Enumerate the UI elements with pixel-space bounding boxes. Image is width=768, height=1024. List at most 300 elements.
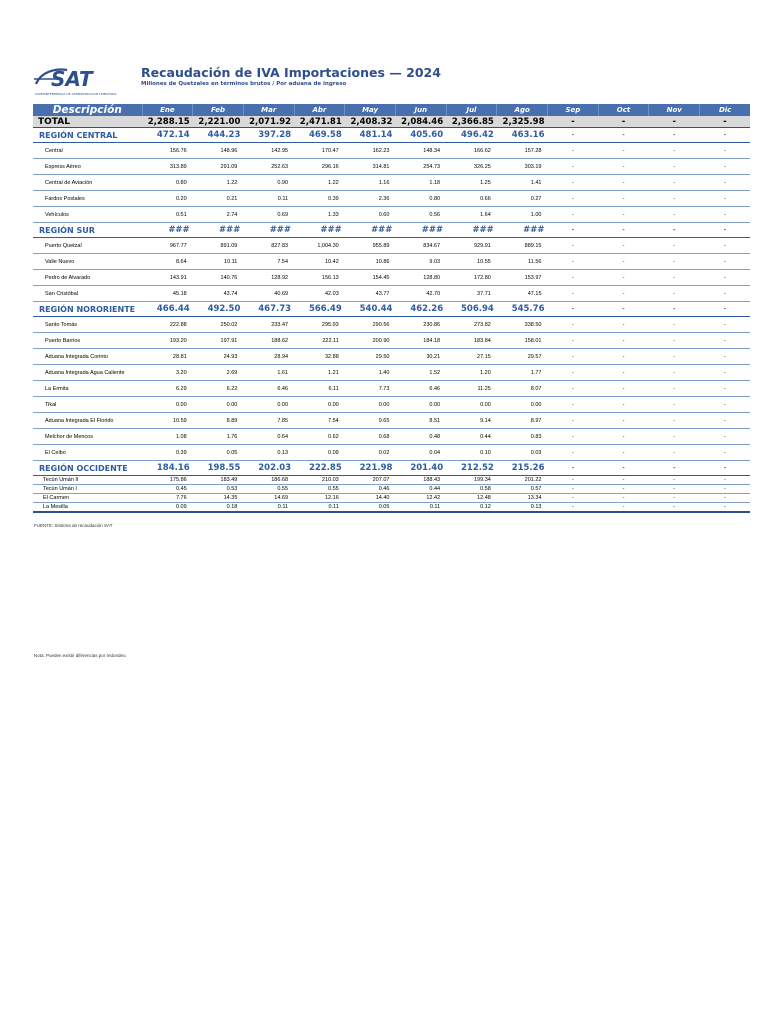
value-cell: 1.22 — [193, 175, 244, 191]
value-cell: - — [598, 191, 649, 207]
value-cell: 170.47 — [294, 143, 345, 159]
value-cell: 9.65 — [345, 413, 396, 429]
value-cell: - — [598, 286, 649, 302]
value-cell: - — [649, 128, 700, 143]
value-cell: 1.52 — [395, 365, 446, 381]
value-cell: 467.73 — [243, 302, 294, 317]
value-cell: - — [700, 461, 751, 476]
value-cell: - — [548, 207, 599, 223]
value-cell: 197.91 — [193, 333, 244, 349]
value-cell: - — [548, 333, 599, 349]
column-header: Dic — [700, 104, 751, 116]
value-cell: 12.16 — [294, 494, 345, 503]
value-cell: - — [598, 128, 649, 143]
value-cell: 0.53 — [193, 485, 244, 494]
value-cell: 183.84 — [446, 333, 497, 349]
table-row-label: El Carmen — [33, 494, 142, 503]
value-cell: 156.76 — [142, 143, 193, 159]
value-cell: 2.69 — [193, 365, 244, 381]
value-cell: 47.15 — [497, 286, 548, 302]
value-cell: - — [700, 191, 751, 207]
value-cell: - — [649, 143, 700, 159]
column-header: Feb — [193, 104, 244, 116]
table-row — [33, 238, 750, 254]
value-cell: - — [649, 270, 700, 286]
value-cell: 6.46 — [395, 381, 446, 397]
value-cell: 1.22 — [294, 175, 345, 191]
value-cell: 0.00 — [294, 397, 345, 413]
value-cell: 0.02 — [345, 445, 396, 461]
table-row — [33, 365, 750, 381]
value-cell: - — [649, 503, 700, 513]
value-cell: 469.58 — [294, 128, 345, 143]
column-header: Descripción — [33, 104, 142, 116]
value-cell: 566.49 — [294, 302, 345, 317]
value-cell: 545.76 — [497, 302, 548, 317]
value-cell: 148.96 — [193, 143, 244, 159]
table-row — [33, 286, 750, 302]
value-cell: - — [598, 238, 649, 254]
value-cell: 1.00 — [497, 207, 548, 223]
value-cell: - — [700, 485, 751, 494]
value-cell: 338.50 — [497, 317, 548, 333]
region-row-label: REGIÓN CENTRAL — [33, 128, 142, 143]
value-cell: 0.00 — [446, 397, 497, 413]
value-cell: 891.09 — [193, 238, 244, 254]
value-cell: 2,408.32 — [345, 116, 396, 128]
value-cell: 158.01 — [497, 333, 548, 349]
value-cell: - — [649, 302, 700, 317]
value-cell: 444.23 — [193, 128, 244, 143]
value-cell: - — [700, 397, 751, 413]
value-cell: 32.88 — [294, 349, 345, 365]
value-cell: 30.21 — [395, 349, 446, 365]
total-row — [33, 116, 750, 128]
value-cell: 1.41 — [497, 175, 548, 191]
value-cell: - — [598, 413, 649, 429]
table-header-row — [33, 104, 750, 116]
value-cell: 140.76 — [193, 270, 244, 286]
value-cell: 0.55 — [294, 485, 345, 494]
value-cell: 0.46 — [345, 485, 396, 494]
value-cell: - — [649, 254, 700, 270]
value-cell: 12.48 — [446, 494, 497, 503]
table-row-label: Central — [33, 143, 142, 159]
column-header: Abr — [294, 104, 345, 116]
value-cell: - — [700, 175, 751, 191]
value-cell: - — [700, 238, 751, 254]
report-title: Recaudación de IVA Importaciones — 2024 — [141, 65, 441, 80]
value-cell: - — [548, 485, 599, 494]
value-cell: - — [548, 445, 599, 461]
value-cell: 1.77 — [497, 365, 548, 381]
value-cell: - — [598, 397, 649, 413]
rounding-note: Nota: Pueden existir diferencias por redondeo. — [34, 653, 127, 658]
value-cell: - — [700, 349, 751, 365]
value-cell: 8.07 — [497, 381, 548, 397]
region-row — [33, 461, 750, 476]
value-cell: - — [598, 143, 649, 159]
value-cell: 0.13 — [497, 503, 548, 513]
value-cell: 175.86 — [142, 476, 193, 485]
value-cell: 199.34 — [446, 476, 497, 485]
region-row — [33, 223, 750, 238]
value-cell: 207.07 — [345, 476, 396, 485]
value-cell: 2,084.46 — [395, 116, 446, 128]
value-cell: - — [700, 223, 751, 238]
value-cell: 0.05 — [193, 445, 244, 461]
value-cell: 1.25 — [446, 175, 497, 191]
value-cell: 193.20 — [142, 333, 193, 349]
value-cell: 156.13 — [294, 270, 345, 286]
table-row-label: Aduana Integrada El Florido — [33, 413, 142, 429]
value-cell: - — [649, 429, 700, 445]
table-row — [33, 485, 750, 494]
value-cell: 28.81 — [142, 349, 193, 365]
value-cell: 142.95 — [243, 143, 294, 159]
value-cell: 10.86 — [345, 254, 396, 270]
value-cell: 0.18 — [193, 503, 244, 513]
value-cell: 6.29 — [142, 381, 193, 397]
value-cell: 2.74 — [193, 207, 244, 223]
value-cell: 157.28 — [497, 143, 548, 159]
value-cell: 43.77 — [345, 286, 396, 302]
column-header: Mar — [243, 104, 294, 116]
value-cell: 200.90 — [345, 333, 396, 349]
table-row-label: Puerto Quetzal — [33, 238, 142, 254]
table-row-label: Valle Nuevo — [33, 254, 142, 270]
column-header: Ene — [142, 104, 193, 116]
value-cell: 250.02 — [193, 317, 244, 333]
value-cell: - — [598, 476, 649, 485]
value-cell: - — [598, 485, 649, 494]
value-cell: 0.66 — [446, 191, 497, 207]
value-cell: 0.55 — [243, 485, 294, 494]
value-cell: 2,366.85 — [446, 116, 497, 128]
value-cell: 1.20 — [446, 365, 497, 381]
value-cell: 254.73 — [395, 159, 446, 175]
value-cell: 13.34 — [497, 494, 548, 503]
value-cell: 0.00 — [243, 397, 294, 413]
value-cell: 0.11 — [294, 503, 345, 513]
value-cell: - — [548, 397, 599, 413]
value-cell: - — [598, 461, 649, 476]
value-cell: 296.16 — [294, 159, 345, 175]
value-cell: - — [700, 207, 751, 223]
table-row-label: Aduana Integrada Corinto — [33, 349, 142, 365]
value-cell: 42.03 — [294, 286, 345, 302]
value-cell: - — [598, 503, 649, 513]
sat-logo — [33, 62, 133, 98]
table-row-label: Fardos Postales — [33, 191, 142, 207]
iva-table — [33, 104, 750, 513]
value-cell: 11.25 — [446, 381, 497, 397]
value-cell: 1.16 — [345, 175, 396, 191]
table-row-label: Santo Tomás — [33, 317, 142, 333]
value-cell: 0.83 — [497, 429, 548, 445]
value-cell: 128.80 — [395, 270, 446, 286]
value-cell: - — [598, 445, 649, 461]
value-cell: ### — [294, 223, 345, 238]
value-cell: 2,288.15 — [142, 116, 193, 128]
value-cell: ### — [193, 223, 244, 238]
value-cell: 8.97 — [497, 413, 548, 429]
value-cell: 2,325.98 — [497, 116, 548, 128]
table-row-label: Melchor de Mencos — [33, 429, 142, 445]
value-cell: - — [649, 317, 700, 333]
value-cell: 7.85 — [243, 413, 294, 429]
value-cell: 10.11 — [193, 254, 244, 270]
region-row-label: REGIÓN NORORIENTE — [33, 302, 142, 317]
table-row — [33, 445, 750, 461]
value-cell: - — [548, 494, 599, 503]
value-cell: 7.73 — [345, 381, 396, 397]
value-cell: - — [700, 494, 751, 503]
value-cell: 0.04 — [395, 445, 446, 461]
value-cell: - — [548, 116, 599, 128]
value-cell: - — [700, 302, 751, 317]
value-cell: - — [548, 254, 599, 270]
value-cell: 29.57 — [497, 349, 548, 365]
value-cell: - — [700, 445, 751, 461]
table-row — [33, 175, 750, 191]
value-cell: - — [598, 365, 649, 381]
value-cell: ### — [446, 223, 497, 238]
value-cell: 210.03 — [294, 476, 345, 485]
value-cell: 0.68 — [345, 429, 396, 445]
table-row-label: El Ceibo — [33, 445, 142, 461]
table-row — [33, 207, 750, 223]
value-cell: 0.12 — [446, 503, 497, 513]
value-cell: 10.59 — [142, 413, 193, 429]
table-row-label: La Mesilla — [33, 503, 142, 513]
svg-text:SAT: SAT — [51, 67, 93, 91]
value-cell: - — [700, 413, 751, 429]
value-cell: - — [700, 286, 751, 302]
value-cell: 1.76 — [193, 429, 244, 445]
value-cell: 1.21 — [294, 365, 345, 381]
value-cell: - — [548, 270, 599, 286]
value-cell: - — [598, 381, 649, 397]
value-cell: 0.00 — [193, 397, 244, 413]
table-row — [33, 270, 750, 286]
table-row — [33, 503, 750, 513]
value-cell: 0.60 — [345, 207, 396, 223]
value-cell: - — [548, 143, 599, 159]
value-cell: 28.94 — [243, 349, 294, 365]
value-cell: 42.70 — [395, 286, 446, 302]
value-cell: ### — [497, 223, 548, 238]
table-row — [33, 494, 750, 503]
value-cell: 0.09 — [142, 503, 193, 513]
value-cell: - — [548, 365, 599, 381]
value-cell: - — [598, 159, 649, 175]
table-row — [33, 476, 750, 485]
value-cell: - — [649, 445, 700, 461]
value-cell: - — [649, 191, 700, 207]
value-cell: ### — [395, 223, 446, 238]
value-cell: 0.21 — [193, 191, 244, 207]
value-cell: 6.11 — [294, 381, 345, 397]
value-cell: - — [700, 317, 751, 333]
value-cell: 967.77 — [142, 238, 193, 254]
value-cell: 166.62 — [446, 143, 497, 159]
value-cell: 955.89 — [345, 238, 396, 254]
value-cell: - — [649, 349, 700, 365]
table-row — [33, 397, 750, 413]
value-cell: - — [548, 159, 599, 175]
value-cell: 2,471.81 — [294, 116, 345, 128]
table-row-label: Central de Aviación — [33, 175, 142, 191]
value-cell: 273.82 — [446, 317, 497, 333]
value-cell: 222.11 — [294, 333, 345, 349]
value-cell: - — [700, 143, 751, 159]
table-row-label: San Cristóbal — [33, 286, 142, 302]
value-cell: 295.93 — [294, 317, 345, 333]
value-cell: 12.42 — [395, 494, 446, 503]
value-cell: - — [700, 333, 751, 349]
value-cell: 186.68 — [243, 476, 294, 485]
value-cell: 496.42 — [446, 128, 497, 143]
table-row — [33, 191, 750, 207]
value-cell: 154.45 — [345, 270, 396, 286]
table-row — [33, 429, 750, 445]
value-cell: - — [548, 302, 599, 317]
column-header: Ago — [497, 104, 548, 116]
value-cell: 3.20 — [142, 365, 193, 381]
value-cell: 0.64 — [243, 429, 294, 445]
value-cell: - — [548, 503, 599, 513]
value-cell: 201.40 — [395, 461, 446, 476]
value-cell: - — [700, 503, 751, 513]
value-cell: 462.26 — [395, 302, 446, 317]
value-cell: ### — [142, 223, 193, 238]
value-cell: 540.44 — [345, 302, 396, 317]
value-cell: 0.13 — [243, 445, 294, 461]
value-cell: - — [700, 270, 751, 286]
value-cell: 0.45 — [142, 485, 193, 494]
value-cell: - — [649, 461, 700, 476]
value-cell: - — [700, 365, 751, 381]
table-row-label: La Ermita — [33, 381, 142, 397]
value-cell: 506.94 — [446, 302, 497, 317]
value-cell: 37.71 — [446, 286, 497, 302]
value-cell: - — [649, 476, 700, 485]
value-cell: 290.56 — [345, 317, 396, 333]
value-cell: 405.60 — [395, 128, 446, 143]
table-row — [33, 317, 750, 333]
value-cell: 827.83 — [243, 238, 294, 254]
value-cell: 326.25 — [446, 159, 497, 175]
report-subtitle: Millones de Quetzales en términos brutos / Por aduana de ingreso — [141, 81, 347, 87]
value-cell: - — [598, 302, 649, 317]
report-header — [33, 62, 753, 98]
column-header: Nov — [649, 104, 700, 116]
table-row-label: Express Aéreo — [33, 159, 142, 175]
table-row — [33, 381, 750, 397]
value-cell: 1.08 — [142, 429, 193, 445]
region-row — [33, 128, 750, 143]
value-cell: - — [548, 191, 599, 207]
value-cell: ### — [345, 223, 396, 238]
value-cell: 8.89 — [193, 413, 244, 429]
value-cell: 233.47 — [243, 317, 294, 333]
value-cell: 0.00 — [497, 397, 548, 413]
value-cell: 2,071.92 — [243, 116, 294, 128]
value-cell: 0.10 — [446, 445, 497, 461]
value-cell: 252.63 — [243, 159, 294, 175]
value-cell: - — [548, 476, 599, 485]
value-cell: 6.22 — [193, 381, 244, 397]
value-cell: 188.62 — [243, 333, 294, 349]
value-cell: - — [598, 349, 649, 365]
value-cell: 8.51 — [395, 413, 446, 429]
value-cell: ### — [243, 223, 294, 238]
value-cell: - — [598, 207, 649, 223]
value-cell: 0.03 — [497, 445, 548, 461]
value-cell: 162.23 — [345, 143, 396, 159]
region-row-label: REGIÓN SUR — [33, 223, 142, 238]
column-header: Sep — [548, 104, 599, 116]
value-cell: 222.85 — [294, 461, 345, 476]
value-cell: 0.39 — [294, 191, 345, 207]
value-cell: 0.80 — [142, 175, 193, 191]
value-cell: 481.14 — [345, 128, 396, 143]
value-cell: 0.11 — [243, 191, 294, 207]
value-cell: 24.93 — [193, 349, 244, 365]
value-cell: 183.49 — [193, 476, 244, 485]
value-cell: 0.00 — [142, 397, 193, 413]
value-cell: - — [548, 223, 599, 238]
value-cell: 0.00 — [395, 397, 446, 413]
value-cell: 314.81 — [345, 159, 396, 175]
value-cell: 0.57 — [497, 485, 548, 494]
value-cell: - — [649, 381, 700, 397]
value-cell: 929.91 — [446, 238, 497, 254]
value-cell: 1.18 — [395, 175, 446, 191]
table-row — [33, 254, 750, 270]
value-cell: 291.09 — [193, 159, 244, 175]
value-cell: - — [700, 254, 751, 270]
value-cell: 222.88 — [142, 317, 193, 333]
value-cell: - — [598, 116, 649, 128]
value-cell: - — [649, 207, 700, 223]
value-cell: 184.16 — [142, 461, 193, 476]
value-cell: - — [700, 476, 751, 485]
value-cell: 9.03 — [395, 254, 446, 270]
value-cell: 212.52 — [446, 461, 497, 476]
value-cell: 0.00 — [345, 397, 396, 413]
value-cell: 889.15 — [497, 238, 548, 254]
value-cell: - — [548, 317, 599, 333]
value-cell: 7.54 — [243, 254, 294, 270]
value-cell: - — [649, 485, 700, 494]
value-cell: 184.18 — [395, 333, 446, 349]
value-cell: - — [548, 286, 599, 302]
value-cell: 0.44 — [446, 429, 497, 445]
value-cell: 11.56 — [497, 254, 548, 270]
value-cell: 1.40 — [345, 365, 396, 381]
value-cell: 40.69 — [243, 286, 294, 302]
value-cell: - — [548, 349, 599, 365]
table-row — [33, 349, 750, 365]
table-row-label: Tikal — [33, 397, 142, 413]
value-cell: - — [700, 116, 751, 128]
source-note: FUENTE: Sistema de recaudación SAT — [34, 523, 113, 528]
value-cell: 153.97 — [497, 270, 548, 286]
value-cell: - — [598, 254, 649, 270]
value-cell: 0.56 — [395, 207, 446, 223]
